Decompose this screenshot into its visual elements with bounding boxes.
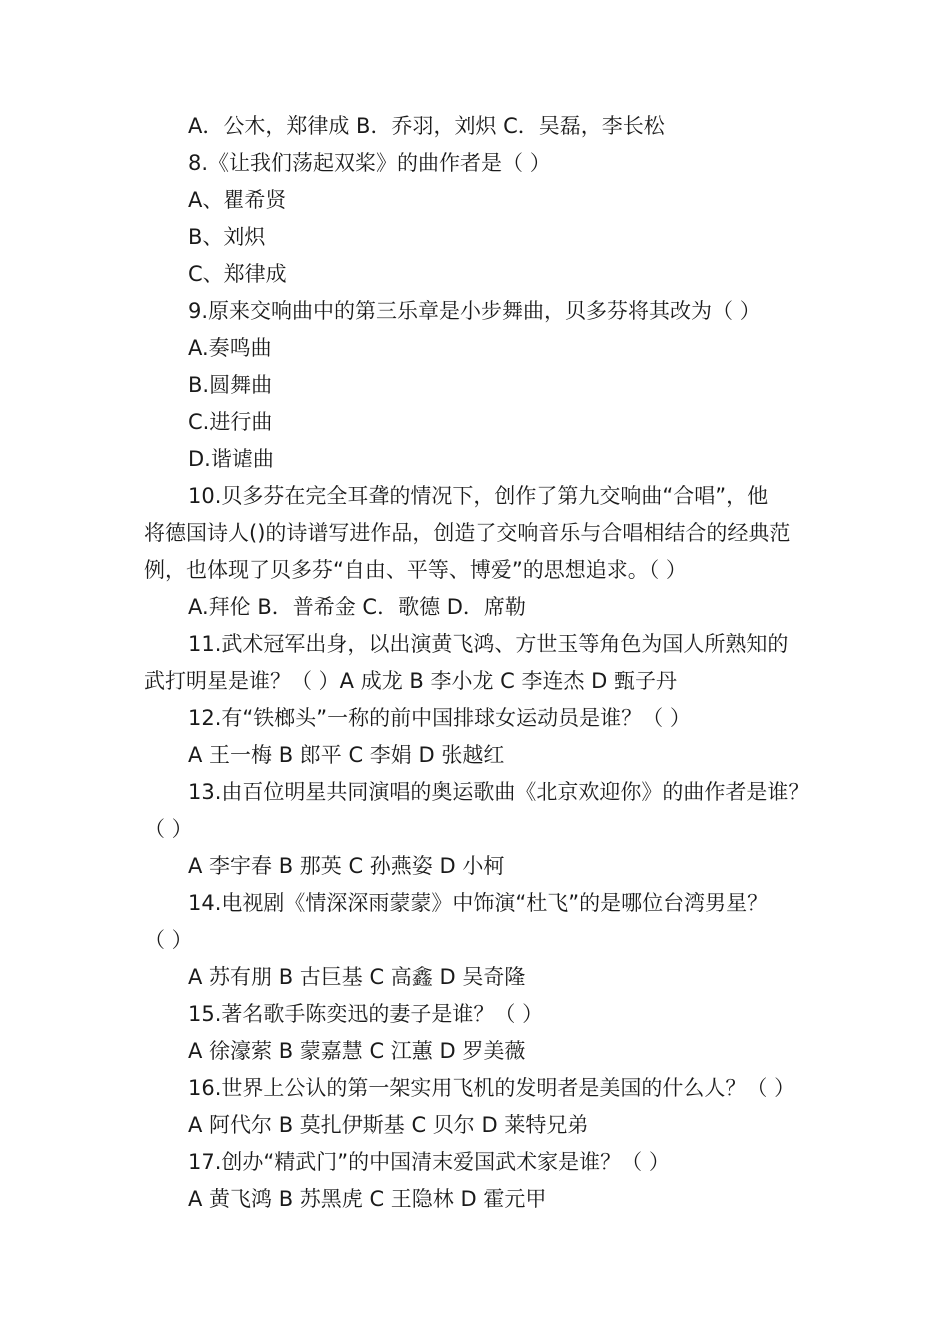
question-17: 17.创办“精武门”的中国清末爱国武术家是谁？（ ） bbox=[188, 1150, 670, 1174]
question-13-blank: （ ） bbox=[144, 817, 193, 841]
option-9b: B.圆舞曲 bbox=[188, 373, 273, 397]
options-10: A.拜伦 B．普希金 C．歌德 D．席勒 bbox=[188, 595, 526, 619]
option-9c: C.进行曲 bbox=[188, 410, 273, 434]
question-10-line2: 将德国诗人()的诗谱写进作品，创造了交响音乐与合唱相结合的经典范 bbox=[144, 521, 791, 545]
question-10-line1: 10.贝多芬在完全耳聋的情况下，创作了第九交响曲“合唱”，他 bbox=[188, 484, 769, 508]
question-16: 16.世界上公认的第一架实用飞机的发明者是美国的什么人？（ ） bbox=[188, 1076, 796, 1100]
options-16: A 阿代尔 B 莫扎伊斯基 C 贝尔 D 莱特兄弟 bbox=[188, 1113, 589, 1137]
question-10-line3: 例，也体现了贝多芬“自由、平等、博爱”的思想追求。（ ） bbox=[144, 558, 687, 582]
options-13: A 李宇春 B 那英 C 孙燕姿 D 小柯 bbox=[188, 854, 505, 878]
options-12: A 王一梅 B 郎平 C 李娟 D 张越红 bbox=[188, 743, 505, 767]
option-8c: C、郑律成 bbox=[188, 262, 287, 286]
option-9d: D.谐谑曲 bbox=[188, 447, 274, 471]
question-11-line2: 武打明星是谁？（ ）A 成龙 B 李小龙 C 李连杰 D 甄子丹 bbox=[144, 669, 678, 693]
option-8a: A、瞿希贤 bbox=[188, 188, 287, 212]
options-17: A 黄飞鸿 B 苏黑虎 C 王隐林 D 霍元甲 bbox=[188, 1187, 547, 1211]
options-15: A 徐濠萦 B 蒙嘉慧 C 江蕙 D 罗美薇 bbox=[188, 1039, 526, 1063]
question-8: 8.《让我们荡起双桨》的曲作者是（ ） bbox=[188, 151, 551, 175]
question-12: 12.有“铁榔头”一称的前中国排球女运动员是谁？（ ） bbox=[188, 706, 691, 730]
question-11-line1: 11.武术冠军出身，以出演黄飞鸿、方世玉等角色为国人所熟知的 bbox=[188, 632, 789, 656]
question-15: 15.著名歌手陈奕迅的妻子是谁？（ ） bbox=[188, 1002, 544, 1026]
question-14: 14.电视剧《情深深雨蒙蒙》中饰演“杜飞”的是哪位台湾男星？ bbox=[188, 891, 769, 915]
question-9: 9.原来交响曲中的第三乐章是小步舞曲，贝多芬将其改为（ ） bbox=[188, 299, 761, 323]
question-13: 13.由百位明星共同演唱的奥运歌曲《北京欢迎你》的曲作者是谁？ bbox=[188, 780, 810, 804]
options-14: A 苏有朋 B 古巨基 C 高鑫 D 吴奇隆 bbox=[188, 965, 526, 989]
answer-options-7: A．公木，郑律成 B．乔羽，刘炽 C．吴磊，李长松 bbox=[188, 114, 665, 138]
option-8b: B、刘炽 bbox=[188, 225, 266, 249]
option-9a: A.奏鸣曲 bbox=[188, 336, 272, 360]
question-14-blank: （ ） bbox=[144, 928, 193, 952]
